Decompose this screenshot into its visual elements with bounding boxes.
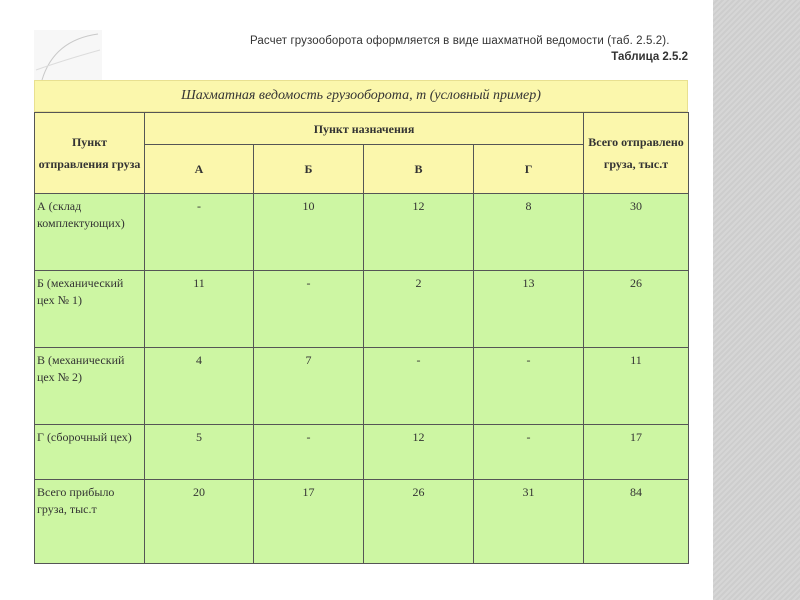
table-row xyxy=(35,348,689,425)
row-label: Всего прибыло груза, тыс.т xyxy=(35,480,145,564)
table-cell: 7 xyxy=(254,348,364,425)
table-cell: - xyxy=(364,348,474,425)
table-row xyxy=(35,194,689,271)
row-label: А (склад комплектующих) xyxy=(35,194,145,271)
table-cell: - xyxy=(254,271,364,348)
row-label: Б (механический цех № 1) xyxy=(35,271,145,348)
header-destination: Пункт назначения xyxy=(145,113,584,145)
table-cell: 8 xyxy=(474,194,584,271)
table-cell: 20 xyxy=(145,480,254,564)
decorative-side-band xyxy=(713,0,800,600)
row-label: Г (сборочный цех) xyxy=(35,425,145,480)
sheet-title: Шахматная ведомость грузооборота, т (условный пример) xyxy=(34,80,688,112)
table-cell: - xyxy=(254,425,364,480)
header-column: А xyxy=(145,145,254,194)
header-column: Б xyxy=(254,145,364,194)
table-row xyxy=(35,480,689,564)
header-origin: Пункт отправления груза xyxy=(35,113,145,194)
header-total-sent: Всего отправлено груза, тыс.т xyxy=(584,113,689,194)
table-cell: 12 xyxy=(364,194,474,271)
table-number: Таблица 2.5.2 xyxy=(611,51,688,63)
table-cell: 17 xyxy=(254,480,364,564)
table-row xyxy=(35,425,689,480)
row-total: 84 xyxy=(584,480,689,564)
cargo-turnover-table xyxy=(34,112,689,564)
table-row xyxy=(35,271,689,348)
table-cell: 26 xyxy=(364,480,474,564)
table-cell: 12 xyxy=(364,425,474,480)
table-cell: 10 xyxy=(254,194,364,271)
decorative-corner-graphic xyxy=(34,30,102,82)
row-total: 11 xyxy=(584,348,689,425)
table-cell: 31 xyxy=(474,480,584,564)
row-total: 30 xyxy=(584,194,689,271)
table-cell: 4 xyxy=(145,348,254,425)
table-cell: - xyxy=(474,348,584,425)
table-cell: 5 xyxy=(145,425,254,480)
row-total: 17 xyxy=(584,425,689,480)
row-total: 26 xyxy=(584,271,689,348)
table-cell: - xyxy=(145,194,254,271)
header-column: Г xyxy=(474,145,584,194)
row-label: В (механический цех № 2) xyxy=(35,348,145,425)
header-column: В xyxy=(364,145,474,194)
table-cell: - xyxy=(474,425,584,480)
slide-caption: Расчет грузооборота оформляется в виде шахматной ведомости (таб. 2.5.2). xyxy=(250,35,670,47)
table-cell: 2 xyxy=(364,271,474,348)
table-cell: 11 xyxy=(145,271,254,348)
table-cell: 13 xyxy=(474,271,584,348)
